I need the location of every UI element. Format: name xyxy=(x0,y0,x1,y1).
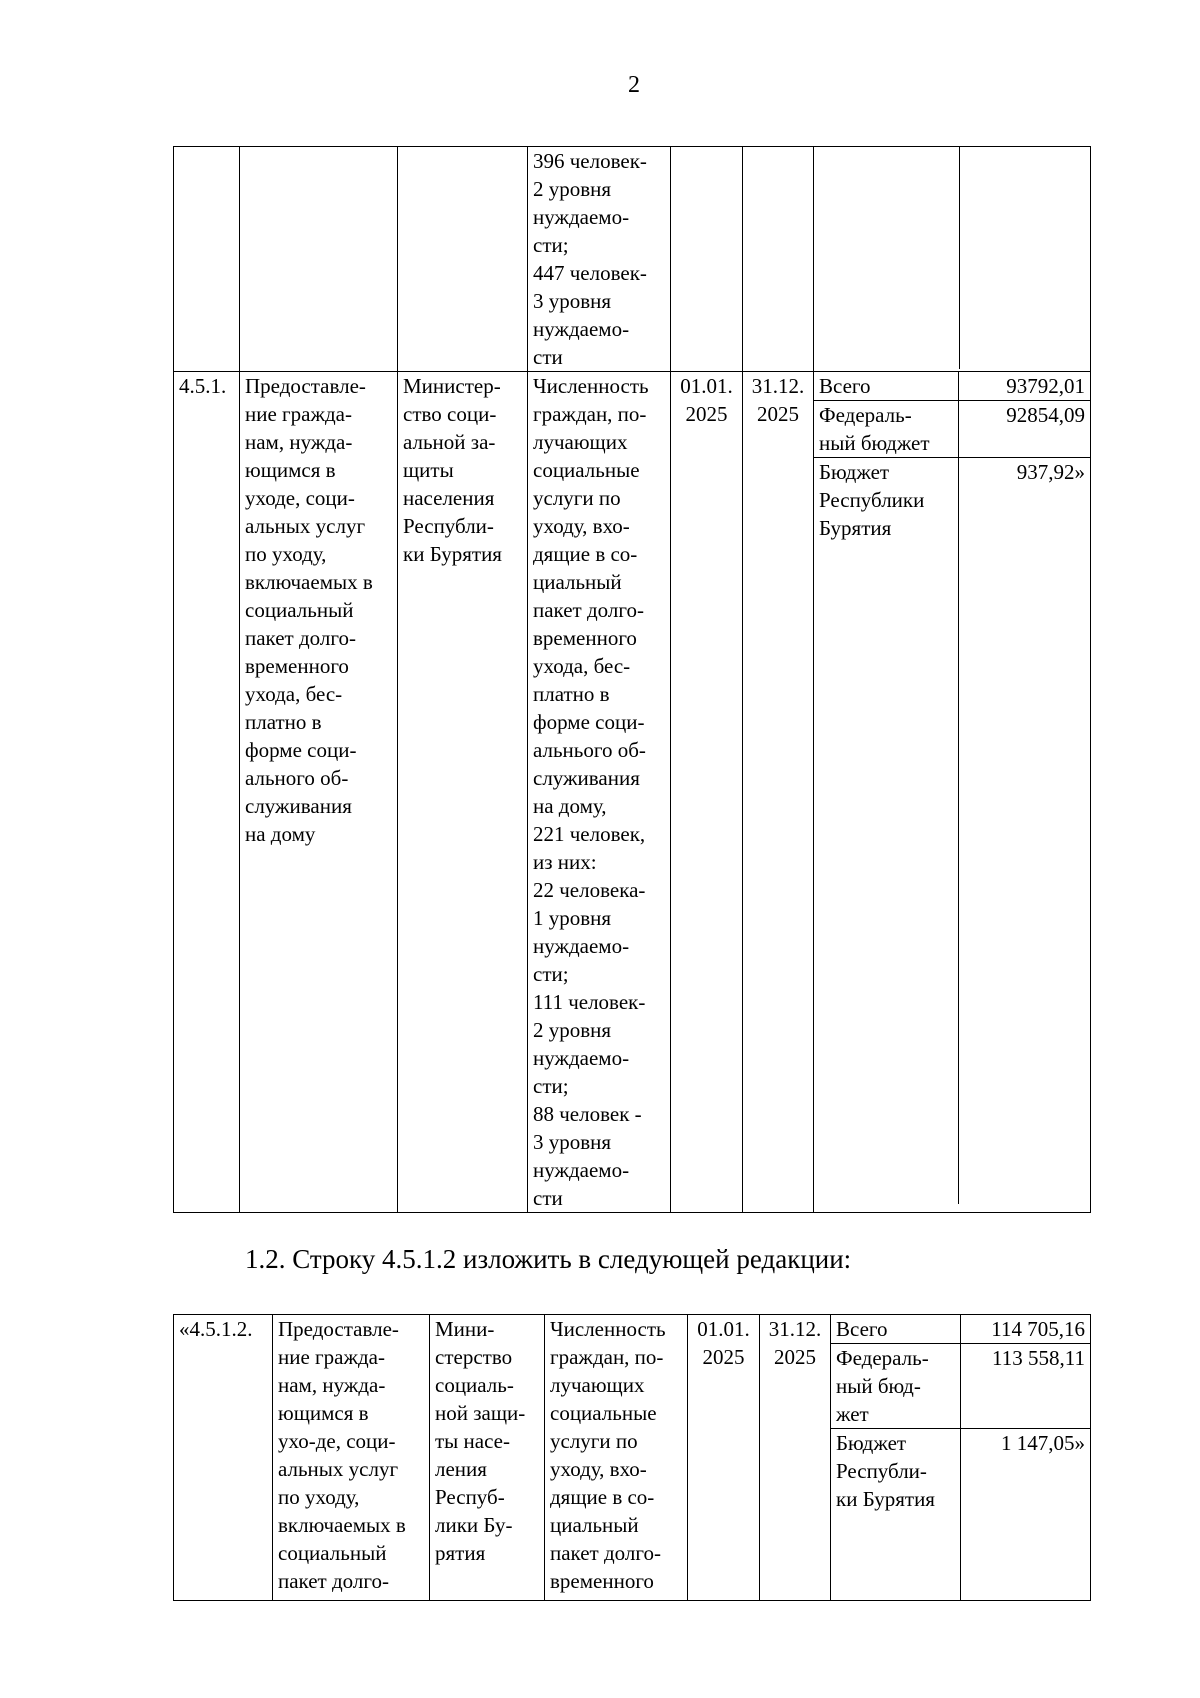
cell-executor: Мини- стерство социаль- ной защи- ты насе- ления Респуб- лики Бу- рятия xyxy=(430,1315,545,1601)
finance-value: 1 147,05» xyxy=(1001,1431,1085,1455)
finance-value: 92854,09 xyxy=(1006,403,1085,427)
table-row-continuation xyxy=(174,147,1091,372)
table-row-4-5-1 xyxy=(174,372,1091,1213)
cell-number: «4.5.1.2. xyxy=(174,1315,273,1601)
cell-finance xyxy=(814,372,1091,1213)
cell-end-date xyxy=(743,147,814,372)
finance-value: 93792,01 xyxy=(1006,374,1085,398)
finance-row-total xyxy=(814,372,1090,401)
cell-start-date xyxy=(671,147,743,372)
cell-end-date: 31.12. 2025 xyxy=(760,1315,831,1601)
cell-indicator: Численность граждан, по- лучающих социальные услуги по уходу, вхо- дящие в со- циальный пакет долго- временного xyxy=(545,1315,688,1601)
cell-executor xyxy=(398,147,528,372)
finance-row-federal xyxy=(831,1344,1090,1429)
cell-finance xyxy=(814,147,1091,372)
measures-table-1 xyxy=(173,146,1091,1213)
cell-finance xyxy=(831,1315,1091,1601)
cell-number xyxy=(174,147,240,372)
cell-start-date: 01.01. 2025 xyxy=(688,1315,760,1601)
finance-value: 114 705,16 xyxy=(991,1317,1085,1341)
cell-end-date: 31.12. 2025 xyxy=(743,372,814,1213)
finance-row-regional xyxy=(814,458,1090,1204)
finance-row-federal xyxy=(814,401,1090,458)
finance-label: Всего xyxy=(831,1315,961,1343)
cell-name: Предоставле- ние гражда- нам, нужда- ющимся в уходе, соци- альных услуг по уходу, включаемых в социальный пакет долго- временного ухода, бес- платно в форме соци- ального об- служивания на дому xyxy=(240,372,398,1213)
finance-label: Федераль- ный бюд- жет xyxy=(831,1344,961,1428)
finance-label: Бюджет Республи- ки Бурятия xyxy=(831,1429,961,1600)
cell-start-date: 01.01. 2025 xyxy=(671,372,743,1213)
cell-indicator: 396 человек- 2 уровня нуждаемо- сти; 447 человек- 3 уровня нуждаемо- сти xyxy=(528,147,671,372)
finance-row-regional xyxy=(831,1429,1090,1600)
page-number: 2 xyxy=(628,72,640,98)
table-row-4-5-1-2 xyxy=(174,1315,1091,1601)
finance-label: Федераль- ный бюджет xyxy=(814,401,959,457)
finance-value: 937,92» xyxy=(1016,460,1085,484)
cell-indicator: Численность граждан, по- лучающих социальные услуги по уходу, вхо- дящие в со- циальный пакет долго- временного ухода, бес- платно в форме соци- альнього об- служивания на дому, 221 человек, из них: 22 человека- 1 уровня нуждаемо- сти; 111 человек- 2 уровня нуждаемо- сти; 88 человек - 3 уровня нуждаемо- сти xyxy=(528,372,671,1213)
finance-label: Бюджет Республики Бурятия xyxy=(814,458,959,1204)
cell-number: 4.5.1. xyxy=(174,372,240,1213)
measures-table-2 xyxy=(173,1314,1091,1601)
finance-row-total xyxy=(831,1315,1090,1344)
section-heading: 1.2. Строку 4.5.1.2 изложить в следующей редакции: xyxy=(245,1244,852,1274)
cell-name: Предоставле- ние гражда- нам, нужда- ющимся в ухо-де, соци- альных услуг по уходу, включаемых в социальный пакет долго- xyxy=(273,1315,430,1601)
cell-name xyxy=(240,147,398,372)
finance-value: 113 558,11 xyxy=(992,1346,1085,1370)
cell-executor: Министер- ство соци- альной за- щиты населения Республи- ки Бурятия xyxy=(398,372,528,1213)
finance-label: Всего xyxy=(814,372,959,400)
